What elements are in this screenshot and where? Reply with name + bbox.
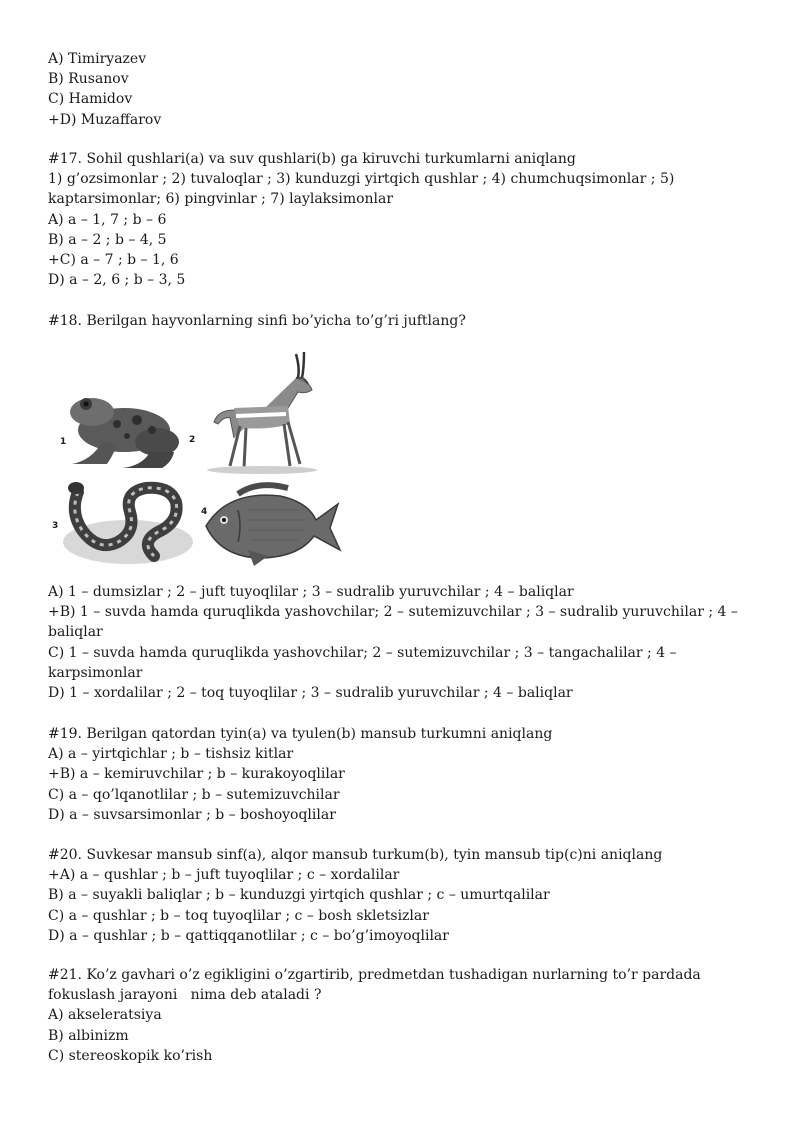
q20-title: #20. Suvkesar mansub sinf(a), alqor mansub turkum(b), tyin mansub tip(c)ni aniqlang [48, 847, 663, 863]
q18-option-c: C) 1 – suvda hamda quruqlikda yashovchilar; 2 – sutemizuvchilar ; 3 – tangachalilar ; 4 – [48, 644, 677, 661]
q21-title-line1: #21. Ko’z gavhari o’z egikligini o’zgartirib, predmetdan tushadigan nurlarning to’r pardada [48, 967, 701, 983]
q16-option-d: +D) Muzaffarov [48, 111, 162, 128]
q17-option-d: D) a – 2, 6 ; b – 3, 5 [48, 272, 186, 289]
figure-label-1: 1 [60, 437, 67, 447]
q16-option-c: C) Hamidov [48, 91, 133, 108]
q20-option-b: B) a – suyakli baliqlar ; b – kunduzgi yirtqich qushlar ; c – umurtqalilar [48, 887, 550, 904]
q19-option-a: A) a – yirtqichlar ; b – tishsiz kitlar [48, 746, 294, 763]
q19-option-b: +B) a – kemiruvchilar ; b – kurakoyoqlilar [48, 766, 345, 783]
q17-option-c: +C) a – 7 ; b – 1, 6 [48, 252, 179, 269]
q21-title-line2: fokuslash jarayoni nima deb ataladi ? [48, 987, 322, 1004]
fish-icon [198, 480, 343, 568]
figure-label-3: 3 [52, 521, 59, 531]
q17-option-a: A) a – 1, 7 ; b – 6 [48, 211, 167, 228]
antelope-icon [200, 348, 325, 476]
q17-items-line1: 1) g’ozsimonlar ; 2) tuvaloqlar ; 3) kunduzgi yirtqich qushlar ; 4) chumchuqsimonlar ; 5) [48, 171, 675, 188]
q18-option-b: +B) 1 – suvda hamda quruqlikda yashovchilar; 2 – sutemizuvchilar ; 3 – sudralib yuruvchilar ; 4 – [48, 604, 738, 621]
q20-block [48, 845, 748, 946]
q20-option-c: C) a – qushlar ; b – toq tuyoqlilar ; c – bosh skletsizlar [48, 907, 429, 924]
q21-block [48, 965, 748, 1066]
q18-option-a: A) 1 – dumsizlar ; 2 – juft tuyoqlilar ; 3 – sudralib yuruvchilar ; 4 – baliqlar [48, 584, 574, 600]
q17-block [48, 149, 748, 290]
q21-option-c: C) stereoskopik ko’rish [48, 1047, 213, 1064]
q18-title: #18. Berilgan hayvonlarning sinfi bo’yicha to’g’ri juftlang? [48, 313, 466, 329]
figure-label-4: 4 [201, 507, 208, 517]
q19-option-d: D) a – suvsarsimonlar ; b – boshoyoqlilar [48, 806, 336, 823]
q20-option-d: D) a – qushlar ; b – qattiqqanotlilar ; c – bo’g’imoyoqlilar [48, 927, 449, 944]
q18-options-block [48, 582, 748, 703]
q18-option-c-cont: karpsimonlar [48, 664, 143, 681]
q18-option-d: D) 1 – xordalilar ; 2 – toq tuyoqlilar ; 3 – sudralib yuruvchilar ; 4 – baliqlar [48, 685, 573, 702]
q19-block [48, 724, 748, 825]
animals-figure [48, 342, 348, 572]
q17-title: #17. Sohil qushlari(a) va suv qushlari(b) ga kiruvchi turkumlarni aniqlang [48, 151, 576, 167]
q18-title-block [48, 311, 748, 331]
frog-icon [62, 382, 187, 470]
figure-label-2: 2 [189, 435, 196, 445]
q16-block [48, 49, 748, 130]
q16-option-b: B) Rusanov [48, 71, 129, 88]
q18-option-b-cont: baliqlar [48, 624, 103, 641]
q19-title: #19. Berilgan qatordan tyin(a) va tyulen(b) mansub turkumni aniqlang [48, 726, 553, 742]
q17-option-b: B) a – 2 ; b – 4, 5 [48, 231, 167, 248]
snake-icon [58, 472, 193, 568]
q17-items-line2: kaptarsimonlar; 6) pingvinlar ; 7) laylaksimonlar [48, 191, 394, 208]
q21-option-a: A) akseleratsiya [48, 1007, 162, 1024]
q20-option-a: +A) a – qushlar ; b – juft tuyoqlilar ; c – xordalilar [48, 867, 400, 884]
q16-option-a: A) Timiryazev [48, 51, 147, 67]
q21-option-b: B) albinizm [48, 1027, 129, 1044]
q19-option-c: C) a – qo’lqanotlilar ; b – sutemizuvchilar [48, 786, 340, 803]
